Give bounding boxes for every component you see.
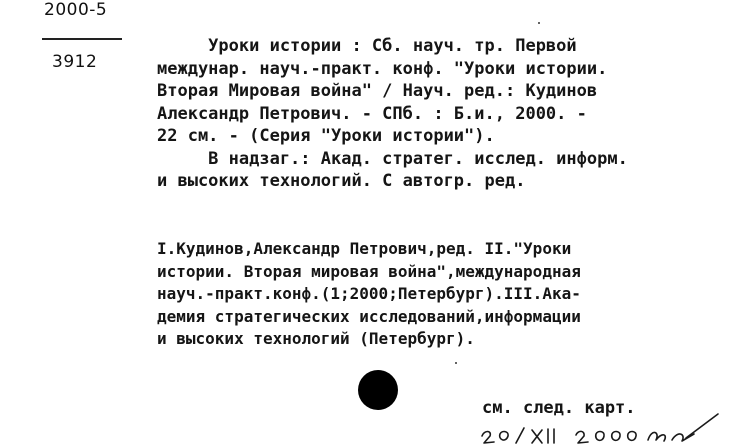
description-line: Вторая Мировая война" / Науч. ред.: Кудинов bbox=[157, 81, 598, 101]
catalog-code-bottom: 3912 bbox=[52, 52, 98, 72]
notes-line: истории. Вторая мировая война",международная bbox=[157, 261, 581, 281]
paper-speck bbox=[455, 362, 457, 364]
description-line: Уроки истории : Сб. науч. тр. Первой bbox=[157, 36, 577, 56]
description-line: и высоких технологий. С автогр. ред. bbox=[157, 171, 526, 191]
description-line: 22 см. - (Серия "Уроки истории"). bbox=[157, 126, 495, 146]
notes-line: и высоких технологий (Петербург). bbox=[157, 329, 475, 348]
notes-line: науч.-практ.конф.(1;2000;Петербург).III.Ака- bbox=[157, 284, 581, 303]
continuation-note: см. след. карт. bbox=[482, 398, 636, 418]
notes-line: демия стратегических исследований,информации bbox=[157, 306, 581, 326]
description-line: междунар. науч.-практ. конф. "Уроки истории. bbox=[157, 58, 608, 79]
bibliographic-description bbox=[157, 35, 742, 193]
notes-line: I.Кудинов,Александр Петрович,ред. II."Уроки bbox=[157, 239, 572, 258]
code-divider bbox=[42, 38, 122, 40]
card-punch-hole bbox=[358, 370, 398, 410]
catalog-code-top: 2000-5 bbox=[44, 0, 108, 20]
paper-speck bbox=[538, 22, 540, 24]
description-line: В надзаг.: Акад. стратег. исслед. информ. bbox=[157, 148, 628, 169]
handwritten-date-signature bbox=[472, 410, 722, 446]
description-line: Александр Петрович. - СПб. : Б.и., 2000. - bbox=[157, 103, 587, 124]
tracings-notes bbox=[157, 238, 732, 351]
